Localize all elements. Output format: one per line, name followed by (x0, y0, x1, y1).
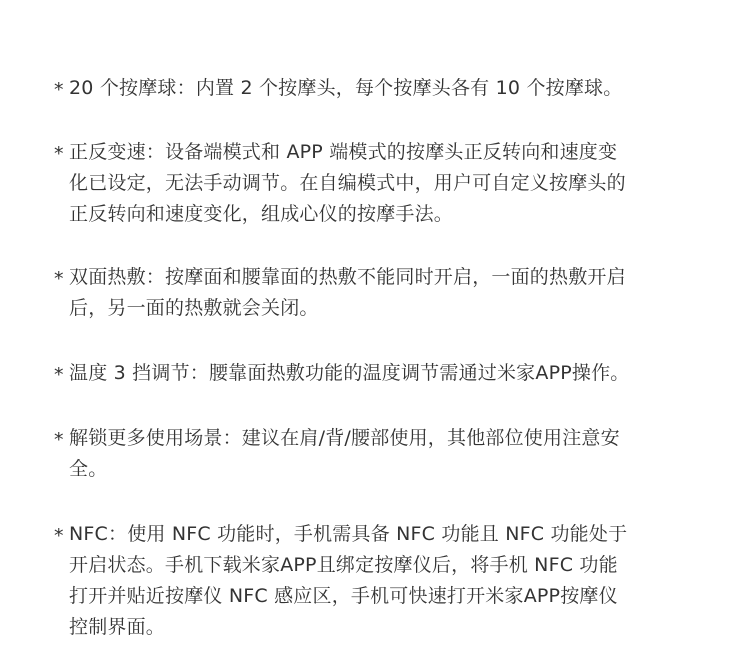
note-line: 化已设定，无法手动调节。在自编模式中，用户可自定义按摩头的 (69, 172, 626, 194)
note-line: 开启状态。手机下载米家APP且绑定按摩仪后，将手机 NFC 功能 (69, 554, 618, 576)
note-forward-reverse-speed (54, 137, 694, 230)
note-line: 温度 3 挡调节：腰靠面热敷功能的温度调节需通过米家APP操作。 (69, 362, 630, 384)
note-line: NFC：使用 NFC 功能时，手机需具备 NFC 功能且 NFC 功能处于 (69, 523, 628, 545)
note-line: 正反转向和速度变化，组成心仪的按摩手法。 (69, 203, 454, 225)
note-line: 双面热敷：按摩面和腰靠面的热敷不能同时开启，一面的热敷开启 (69, 266, 626, 288)
bullet-marker: * (54, 364, 64, 386)
note-dual-heating (54, 262, 694, 324)
note-usage-scenarios (54, 423, 694, 485)
bullet-marker: * (54, 429, 64, 451)
note-line: 全。 (69, 458, 108, 480)
note-massage-balls (54, 73, 694, 104)
note-line: 解锁更多使用场景：建议在肩/背/腰部使用，其他部位使用注意安 (69, 427, 620, 449)
note-temperature-levels (54, 358, 694, 389)
note-nfc (54, 519, 694, 643)
note-line: 控制界面。 (69, 616, 166, 638)
bullet-marker: * (54, 143, 64, 165)
note-line: 打开并贴近按摩仪 NFC 感应区，手机可快速打开米家APP按摩仪 (69, 585, 618, 607)
note-line: 后，另一面的热敷就会关闭。 (69, 297, 319, 319)
note-line: 20 个按摩球：内置 2 个按摩头，每个按摩头各有 10 个按摩球。 (69, 77, 623, 99)
bullet-marker: * (54, 268, 64, 290)
bullet-marker: * (54, 79, 64, 101)
bullet-marker: * (54, 525, 64, 547)
note-line: 正反变速：设备端模式和 APP 端模式的按摩头正反转向和速度变 (69, 141, 618, 163)
